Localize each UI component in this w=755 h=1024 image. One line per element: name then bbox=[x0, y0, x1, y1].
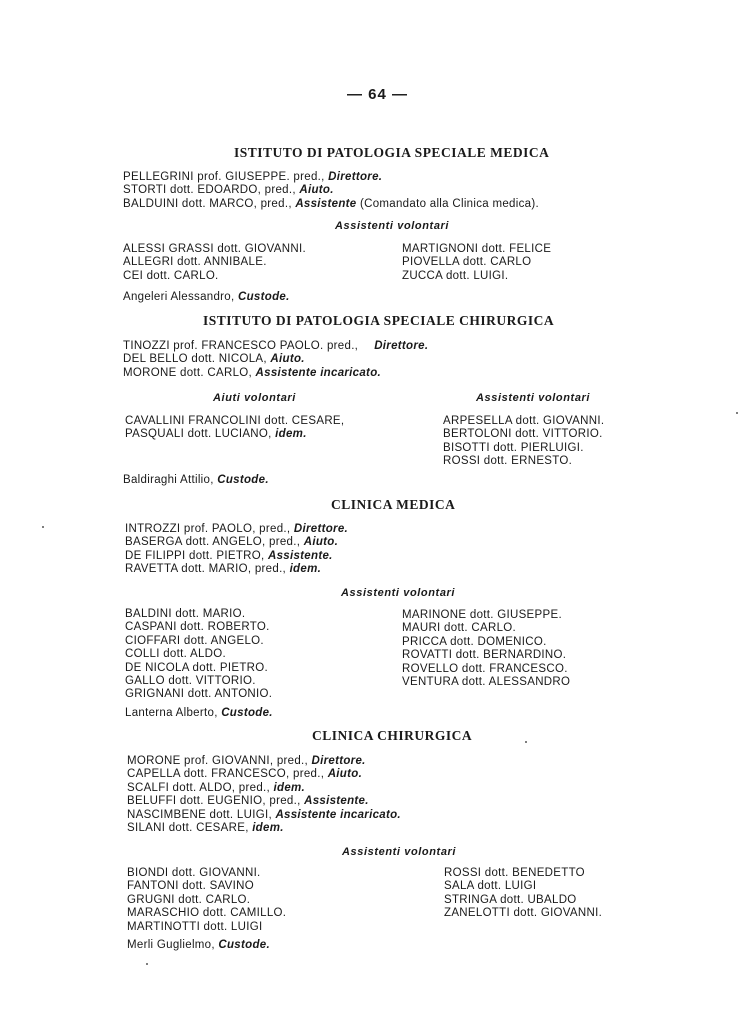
list-item: MARTINOTTI dott. LUIGI bbox=[127, 920, 263, 933]
subheading-assistenti-volontari: Assistenti volontari bbox=[476, 392, 591, 404]
list-item: MARINONE dott. GIUSEPPE. bbox=[402, 609, 562, 621]
custode-line: Merli Guglielmo, Custode. bbox=[127, 939, 270, 951]
list-item: FANTONI dott. SAVINO bbox=[127, 880, 254, 893]
page-number: — 64 — bbox=[346, 86, 409, 103]
list-item: ALESSI GRASSI dott. GIOVANNI. bbox=[123, 243, 306, 255]
list-item: PASQUALI dott. LUCIANO, idem. bbox=[125, 428, 307, 441]
list-item: STRINGA dott. UBALDO bbox=[444, 893, 577, 906]
list-item: BISOTTI dott. PIERLUIGI. bbox=[443, 441, 584, 454]
staff-list-clinica-chirurgica bbox=[127, 755, 401, 835]
list-item: CAVALLINI FRANCOLINI dott. CESARE, bbox=[125, 415, 345, 427]
list-item: GALLO dott. VITTORIO. bbox=[125, 675, 256, 688]
list-item: ZANELOTTI dott. GIOVANNI. bbox=[444, 907, 603, 920]
custode-line: Angeleri Alessandro, Custode. bbox=[123, 291, 290, 303]
list-item: ROSSI dott. ERNESTO. bbox=[443, 455, 573, 468]
list-item: DE NICOLA dott. PIETRO. bbox=[125, 661, 269, 674]
list-item: MARASCHIO dott. CAMILLO. bbox=[127, 907, 287, 920]
list-item: CASPANI dott. ROBERTO. bbox=[125, 621, 270, 634]
staff-line: MORONE dott. CARLO, Assistente incaricato. bbox=[123, 366, 382, 379]
staff-line: CAPELLA dott. FRANCESCO, pred., Aiuto. bbox=[127, 768, 363, 781]
volunteer-list-right bbox=[443, 415, 604, 469]
list-item: ROVATTI dott. BERNARDINO. bbox=[402, 649, 567, 662]
list-item: SALA dott. LUIGI bbox=[444, 880, 537, 893]
staff-list-clinica-medica bbox=[125, 523, 348, 577]
volunteer-list-right bbox=[444, 867, 602, 921]
list-item: COLLI dott. ALDO. bbox=[125, 648, 226, 661]
volunteer-list-left bbox=[125, 608, 272, 702]
staff-line: BASERGA dott. ANGELO, pred., Aiuto. bbox=[125, 536, 339, 549]
subheading-assistenti-volontari: Assistenti volontari bbox=[341, 587, 456, 599]
volunteer-list-right bbox=[402, 243, 551, 283]
volunteer-list-left bbox=[127, 867, 286, 934]
list-item: ROVELLO dott. FRANCESCO. bbox=[402, 662, 568, 675]
aiuti-list bbox=[125, 415, 344, 442]
list-item: MARTIGNONI dott. FELICE bbox=[402, 243, 552, 255]
list-item: GRIGNANI dott. ANTONIO. bbox=[125, 688, 273, 701]
staff-line: DEL BELLO dott. NICOLA, Aiuto. bbox=[123, 353, 305, 366]
volunteer-list-left bbox=[123, 243, 306, 283]
list-item: BIONDI dott. GIOVANNI. bbox=[127, 867, 261, 879]
section-title-clinica-chirurgica: CLINICA CHIRURGICA bbox=[312, 728, 473, 743]
staff-line: PELLEGRINI prof. GIUSEPPE. pred., Direttore. bbox=[123, 171, 383, 183]
list-item: VENTURA dott. ALESSANDRO bbox=[402, 676, 571, 689]
list-item: BERTOLONI dott. VITTORIO. bbox=[443, 428, 603, 441]
subheading-aiuti-volontari: Aiuti volontari bbox=[213, 392, 296, 404]
staff-line: STORTI dott. EDOARDO, pred., Aiuto. bbox=[123, 184, 334, 197]
staff-line: NASCIMBENE dott. LUIGI, Assistente incaricato. bbox=[127, 808, 401, 821]
staff-line: RAVETTA dott. MARIO, pred., idem. bbox=[125, 563, 322, 576]
list-item: PIOVELLA dott. CARLO bbox=[402, 256, 532, 269]
section-title-patologia-medica: ISTITUTO DI PATOLOGIA SPECIALE MEDICA bbox=[234, 145, 550, 160]
staff-line: SILANI dott. CESARE, idem. bbox=[127, 822, 284, 835]
custode-line: Lanterna Alberto, Custode. bbox=[125, 707, 273, 719]
staff-line: DE FILIPPI dott. PIETRO, Assistente. bbox=[125, 549, 333, 562]
list-item: CIOFFARI dott. ANGELO. bbox=[125, 634, 264, 647]
staff-line: BALDUINI dott. MARCO, pred., Assistente (Comandato alla Clinica medica). bbox=[123, 197, 539, 210]
scan-speck bbox=[42, 526, 44, 528]
list-item: ARPESELLA dott. GIOVANNI. bbox=[443, 415, 605, 427]
list-item: PRICCA dott. DOMENICO. bbox=[402, 635, 547, 648]
list-item: ALLEGRI dott. ANNIBALE. bbox=[123, 256, 267, 269]
custode-line: Baldiraghi Attilio, Custode. bbox=[123, 474, 269, 486]
staff-list-patologia-chirurgica bbox=[123, 340, 428, 380]
subheading-assistenti-volontari: Assistenti volontari bbox=[335, 220, 450, 232]
list-item: MAURI dott. CARLO. bbox=[402, 622, 517, 635]
subheading-assistenti-volontari: Assistenti volontari bbox=[342, 846, 457, 858]
staff-line: TINOZZI prof. FRANCESCO PAOLO. pred., Direttore. bbox=[123, 340, 429, 352]
staff-line: BELUFFI dott. EUGENIO, pred., Assistente. bbox=[127, 795, 369, 808]
list-item: BALDINI dott. MARIO. bbox=[125, 608, 246, 620]
section-title-patologia-chirurgica: ISTITUTO DI PATOLOGIA SPECIALE CHIRURGICA bbox=[203, 313, 555, 328]
staff-line: MORONE prof. GIOVANNI, pred., Direttore. bbox=[127, 755, 366, 767]
volunteer-list-right bbox=[402, 609, 570, 689]
list-item: ROSSI dott. BENEDETTO bbox=[444, 867, 585, 879]
staff-list-patologia-medica bbox=[123, 171, 539, 211]
staff-line: SCALFI dott. ALDO, pred., idem. bbox=[127, 781, 306, 794]
staff-line: INTROZZI prof. PAOLO, pred., Direttore. bbox=[125, 523, 349, 535]
list-item: GRUGNI dott. CARLO. bbox=[127, 893, 251, 906]
scan-speck bbox=[146, 963, 148, 965]
section-title-clinica-medica: CLINICA MEDICA bbox=[331, 497, 456, 512]
list-item: ZUCCA dott. LUIGI. bbox=[402, 269, 509, 282]
scan-speck bbox=[525, 741, 527, 743]
list-item: CEI dott. CARLO. bbox=[123, 269, 219, 282]
scan-speck bbox=[736, 412, 738, 414]
